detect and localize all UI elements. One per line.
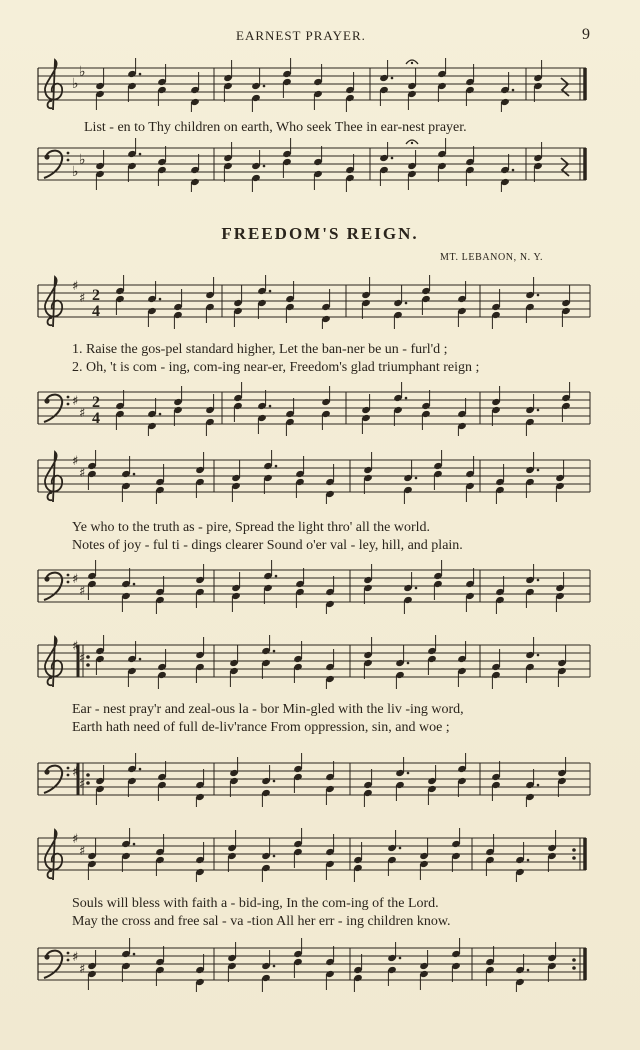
- sharp-icon: ♯: [79, 777, 86, 792]
- dot: [275, 465, 278, 468]
- bass-clef-dot: [67, 159, 70, 162]
- dot: [263, 165, 266, 168]
- dot: [269, 290, 272, 293]
- system-3-verse-2: Earth hath need of full de-liv'rance From oppression, sin, and woe ;: [72, 720, 450, 735]
- time-signature-top: 2: [92, 287, 100, 304]
- bass-clef-dot: [44, 154, 49, 159]
- system-2-verse-2: Notes of joy - ful ti - dings clearer Sound o'er val - ley, hill, and plain.: [72, 538, 463, 553]
- sharp-icon: ♯: [79, 651, 86, 666]
- earnest-prayer-treble-staff: [0, 58, 640, 112]
- bass-clef-dot: [67, 581, 70, 584]
- dot: [407, 662, 410, 665]
- dot: [133, 843, 136, 846]
- dot: [139, 658, 142, 661]
- flat-icon: ♭: [72, 76, 79, 92]
- repeat-dot: [572, 958, 576, 962]
- hymn-title: FREEDOM'S REIGN.: [221, 224, 419, 243]
- dot: [399, 847, 402, 850]
- bass-clef-dot: [44, 769, 49, 774]
- dot: [139, 73, 142, 76]
- time-signature-bottom: 4: [92, 410, 100, 427]
- dot: [269, 405, 272, 408]
- page-number: 9: [582, 26, 590, 43]
- repeat-dot: [86, 655, 90, 659]
- dot: [512, 89, 515, 92]
- sharp-icon: ♯: [79, 584, 86, 599]
- system-4-bass-staff: [0, 938, 640, 992]
- dot: [537, 654, 540, 657]
- dot: [133, 473, 136, 476]
- dot: [391, 77, 394, 80]
- dot: [537, 784, 540, 787]
- dot: [273, 965, 276, 968]
- bass-clef-dot: [44, 576, 49, 581]
- system-1-verse-1: 1. Raise the gos-pel standard higher, Let the ban-ner be un - furl'd ;: [72, 342, 448, 357]
- bass-clef-dot: [67, 959, 70, 962]
- sharp-icon: ♯: [72, 950, 79, 965]
- flat-icon: ♭: [72, 164, 79, 180]
- earnest-prayer-lyric: List - en to Thy children on earth, Who seek Thee in ear-nest prayer.: [84, 120, 467, 135]
- dot: [263, 85, 266, 88]
- composer-credit: MT. LEBANON, N. Y.: [440, 252, 544, 263]
- dot: [273, 855, 276, 858]
- dot: [537, 294, 540, 297]
- system-3-bass-staff: [0, 753, 640, 807]
- earnest-prayer-bass-staff: [0, 138, 640, 192]
- repeat-dot: [572, 856, 576, 860]
- dot: [415, 477, 418, 480]
- sharp-icon: ♯: [72, 572, 79, 587]
- dot: [133, 583, 136, 586]
- time-signature-bottom: 4: [92, 303, 100, 320]
- system-4-verse-1: Souls will bless with faith a - bid-ing, In the com-ing of the Lord.: [72, 896, 439, 911]
- sharp-icon: ♯: [72, 394, 79, 409]
- bass-clef-dot: [44, 398, 49, 403]
- bass-clef-dot: [44, 954, 49, 959]
- system-4-verse-2: May the cross and free sal - va -tion All her err - ing children know.: [72, 914, 451, 929]
- dot: [415, 587, 418, 590]
- system-4-treble-staff: [0, 828, 640, 882]
- bass-clef-dot: [67, 152, 70, 155]
- dot: [159, 413, 162, 416]
- system-1-bass-staff: [0, 382, 640, 436]
- bass-clef-dot: [67, 574, 70, 577]
- dot: [405, 397, 408, 400]
- repeat-dot: [86, 663, 90, 667]
- repeat-dot: [86, 773, 90, 777]
- dot: [273, 650, 276, 653]
- dot: [391, 157, 394, 160]
- dot: [537, 469, 540, 472]
- system-2-verse-1: Ye who to the truth as - pire, Spread the light thro' all the world.: [72, 520, 431, 535]
- running-head: [0, 28, 640, 48]
- sharp-icon: ♯: [72, 639, 79, 654]
- repeat-dot: [572, 966, 576, 970]
- sharp-icon: ♯: [79, 406, 86, 421]
- system-1-treble-staff: [0, 275, 640, 329]
- sharp-icon: ♯: [72, 279, 79, 294]
- system-1-verse-2: 2. Oh, 't is com - ing, com-ing near-er, Freedom's glad triumphant reign ;: [72, 360, 480, 375]
- repeat-dot: [86, 781, 90, 785]
- dot: [273, 780, 276, 783]
- repeat-dot: [572, 848, 576, 852]
- bass-clef-dot: [67, 403, 70, 406]
- dot: [537, 579, 540, 582]
- system-2-treble-staff: [0, 450, 640, 504]
- sharp-icon: ♯: [79, 291, 86, 306]
- dot: [512, 169, 515, 172]
- dot: [139, 153, 142, 156]
- dot: [133, 953, 136, 956]
- rest-icon: [561, 158, 569, 176]
- dot: [537, 409, 540, 412]
- dot: [527, 859, 530, 862]
- dot: [527, 969, 530, 972]
- sharp-icon: ♯: [79, 466, 86, 481]
- system-2-bass-staff: [0, 560, 640, 614]
- dot: [399, 957, 402, 960]
- bass-clef-dot: [67, 767, 70, 770]
- flat-icon: ♭: [79, 64, 86, 80]
- dot: [159, 298, 162, 301]
- dot: [275, 575, 278, 578]
- bass-clef-dot: [67, 774, 70, 777]
- sharp-icon: ♯: [79, 844, 86, 859]
- flat-icon: ♭: [79, 152, 86, 168]
- system-3-treble-staff: [0, 635, 640, 689]
- sharp-icon: ♯: [72, 765, 79, 780]
- sharp-icon: ♯: [72, 832, 79, 847]
- sharp-icon: ♯: [79, 962, 86, 977]
- rest-icon: [561, 78, 569, 96]
- dot: [139, 768, 142, 771]
- dot: [405, 302, 408, 305]
- fermata-dot: [411, 62, 413, 64]
- running-title: EARNEST PRAYER.: [236, 28, 366, 43]
- fermata-dot: [411, 142, 413, 144]
- sharp-icon: ♯: [72, 454, 79, 469]
- system-3-verse-1: Ear - nest pray'r and zeal-ous la - bor Min-gled with the liv -ing word,: [72, 702, 464, 717]
- time-signature-top: 2: [92, 394, 100, 411]
- bass-clef-dot: [67, 396, 70, 399]
- bass-clef-dot: [67, 952, 70, 955]
- dot: [407, 772, 410, 775]
